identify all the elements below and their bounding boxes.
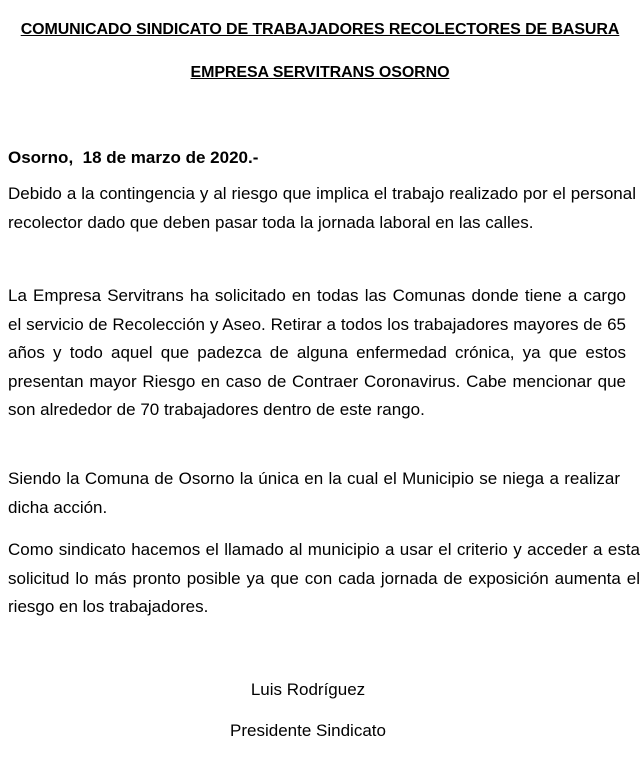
paragraph-4: Como sindicato hacemos el llamado al municipio a usar el criterio y acceder a esta solicitud lo más pronto posible ya que con cada jornada de exposición aumenta el riesgo en los trabajadores.	[8, 540, 640, 616]
paragraph-2: La Empresa Servitrans ha solicitado en todas las Comunas donde tiene a cargo el servicio de Recolección y Aseo. Retirar a todos los trabajadores mayores de 65 años y todo aquel que padezca de alguna enfermedad crónica, ya que estos presentan mayor Riesgo en caso de Contraer Coronavirus. Cabe mencionar que son alrededor de 70 trabajadores dentro de este rango.	[8, 286, 626, 419]
paragraph-3: Siendo la Comuna de Osorno la única en la cual el Municipio se niega a realizar dicha acción.	[8, 469, 620, 517]
signature-name: Luis Rodríguez	[250, 680, 366, 699]
date-line: Osorno, 18 de marzo de 2020.-	[8, 148, 259, 167]
signature-role: Presidente Sindicato	[230, 721, 386, 740]
document-title: COMUNICADO SINDICATO DE TRABAJADORES RECOLECTORES DE BASURA	[20, 21, 620, 38]
document-subtitle: EMPRESA SERVITRANS OSORNO	[190, 64, 450, 81]
paragraph-1: Debido a la contingencia y al riesgo que implica el trabajo realizado por el personal recolector dado que deben pasar toda la jornada laboral en las calles.	[8, 184, 636, 232]
